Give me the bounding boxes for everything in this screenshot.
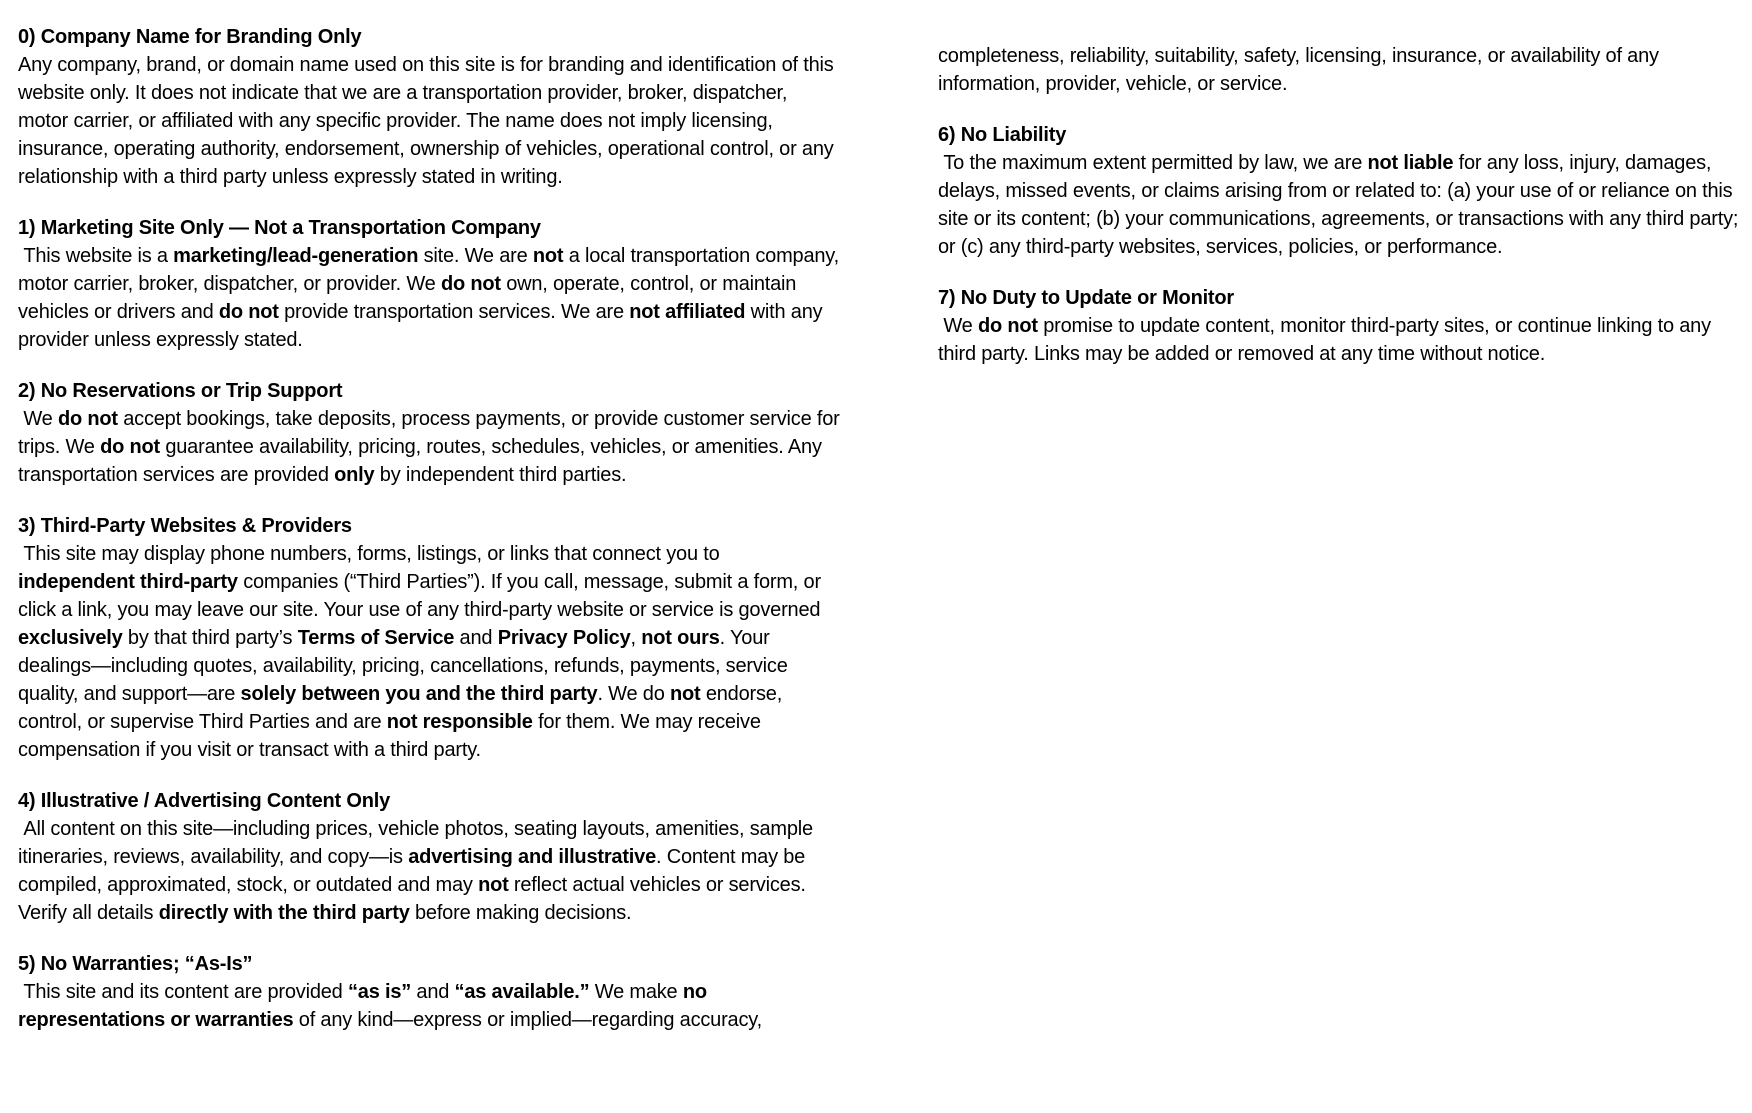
text-run: . Your dealings—including quotes, availability, pricing, cancellations, refunds, payments, service quality, and support—are (18, 627, 793, 705)
text-run: for any loss, injury, damages, delays, missed events, or claims arising from or related to: (a) your use of or reliance on this site or its content; (b) your communications, agreements, or transactions with any third party; or (c) any third-party websites, services, policies, or performance. (938, 152, 1744, 258)
section-body (18, 51, 840, 191)
text-run: . Content may be compiled, approximated, stock, or outdated and may (18, 846, 811, 896)
bold-text-run: not (669, 683, 701, 705)
section-body (18, 540, 840, 764)
text-run: accept bookings, take deposits, process payments, or provide customer service for trips. We (18, 408, 845, 458)
bold-text-run: “as available.” (454, 981, 590, 1003)
section-no-liability (938, 121, 1750, 261)
bold-text-run: directly with the third party (158, 902, 410, 924)
text-run: with any provider unless expressly stated. (18, 301, 828, 351)
text-run: reflect actual vehicles or services. Verify all details (18, 874, 812, 924)
bold-text-run: do not (218, 301, 279, 323)
section-body (938, 312, 1750, 368)
bold-text-run: do not (440, 273, 501, 295)
text-run: We (18, 408, 58, 430)
text-run: We (938, 315, 978, 337)
bold-text-run: do not (57, 408, 118, 430)
text-run: To the maximum extent permitted by law, we are (938, 152, 1368, 174)
text-run: This site may display phone numbers, forms, listings, or links that connect you to (18, 543, 725, 565)
bold-text-run: not (478, 874, 509, 896)
text-run: We make (589, 981, 683, 1003)
section-third-party-websites (18, 512, 840, 764)
section-no-reservations (18, 377, 845, 489)
section-heading: 2) No Reservations or Trip Support (18, 380, 343, 402)
text-run: by that third party’s (122, 627, 298, 649)
bold-text-run: solely between you and the third party (240, 683, 598, 705)
text-run: of any kind—express or implied—regarding accuracy, (293, 1009, 762, 1031)
text-run: for them. We may receive compensation if you visit or transact with a third party. (18, 711, 767, 761)
section-heading: 6) No Liability (938, 124, 1067, 146)
bold-text-run: marketing/lead-generation (173, 245, 419, 267)
bold-text-run: no representations or warranties (18, 981, 713, 1031)
bold-text-run: do not (977, 315, 1038, 337)
section-marketing-site-only (18, 214, 845, 354)
bold-text-run: “as is” (347, 981, 412, 1003)
bold-text-run: do not (100, 436, 160, 458)
text-run: companies (“Third Parties”). If you call, message, submit a form, or click a link, you may leave our site. Your use of any third-party website or service is governed (18, 571, 827, 621)
section-body (18, 405, 845, 489)
section-body (18, 978, 840, 1034)
bold-text-run: advertising and illustrative (408, 846, 656, 868)
no-warranties-continued (938, 42, 1750, 98)
section-body-continuation (938, 42, 1750, 98)
section-body (938, 149, 1750, 261)
section-body (18, 242, 845, 354)
text-run: by independent third parties. (374, 464, 627, 486)
text-run: and (411, 981, 455, 1003)
left-column (18, 23, 845, 1057)
bold-text-run: Privacy Policy (497, 627, 631, 649)
text-run: provide transportation services. We are (278, 301, 630, 323)
text-run: endorse, control, or supervise Third Parties and are (18, 683, 788, 733)
bold-text-run: not liable (1367, 152, 1454, 174)
section-heading: 5) No Warranties; “As-Is” (18, 953, 253, 975)
text-run: and (454, 627, 498, 649)
bold-text-run: not affiliated (629, 301, 746, 323)
bold-text-run: not ours (641, 627, 720, 649)
text-run: promise to update content, monitor third-party sites, or continue linking to any third party. Links may be added or removed at any time without notice. (938, 315, 1717, 365)
text-run: before making decisions. (409, 902, 632, 924)
section-body (18, 815, 840, 927)
right-column (938, 42, 1750, 391)
text-run: completeness, reliability, suitability, safety, licensing, insurance, or availability of any information, provider, vehicle, or service. (938, 45, 1665, 95)
text-run: guarantee availability, pricing, routes, schedules, vehicles, or amenities. Any transportation services are provided (18, 436, 828, 486)
section-heading: 7) No Duty to Update or Monitor (938, 287, 1234, 309)
text-run: All content on this site—including prices, vehicle photos, seating layouts, amenities, sample itineraries, reviews, availability, and copy—is (18, 818, 819, 868)
bold-text-run: not (532, 245, 564, 267)
section-heading: 4) Illustrative / Advertising Content Only (18, 790, 391, 812)
section-no-warranties (18, 950, 840, 1034)
text-run: site. We are (418, 245, 533, 267)
bold-text-run: independent third-party (18, 571, 238, 593)
bold-text-run: not responsible (386, 711, 533, 733)
bold-text-run: exclusively (18, 627, 123, 649)
section-heading: 0) Company Name for Branding Only (18, 26, 362, 48)
section-illustrative-content (18, 787, 840, 927)
text-run: Any company, brand, or domain name used on this site is for branding and identification of this website only. It does not indicate that we are a transportation provider, broker, dispatcher, motor carrier, or affiliated with any specific provider. The name does not imply licensing, insurance, operating authority, endorsement, ownership of vehicles, operational control, or any relationship with a third party unless expressly stated in writing. (18, 54, 839, 188)
section-heading: 1) Marketing Site Only — Not a Transportation Company (18, 217, 541, 239)
text-run: , (630, 627, 642, 649)
text-run: . We do (597, 683, 670, 705)
text-run: a local transportation company, motor carrier, broker, dispatcher, or provider. We (18, 245, 845, 295)
text-run: This site and its content are provided (18, 981, 348, 1003)
bold-text-run: Terms of Service (297, 627, 455, 649)
section-heading: 3) Third-Party Websites & Providers (18, 515, 352, 537)
text-run: This website is a (18, 245, 174, 267)
section-no-duty-to-update (938, 284, 1750, 368)
bold-text-run: only (334, 464, 375, 486)
section-company-name-branding (18, 23, 840, 191)
text-run: own, operate, control, or maintain vehicles or drivers and (18, 273, 802, 323)
